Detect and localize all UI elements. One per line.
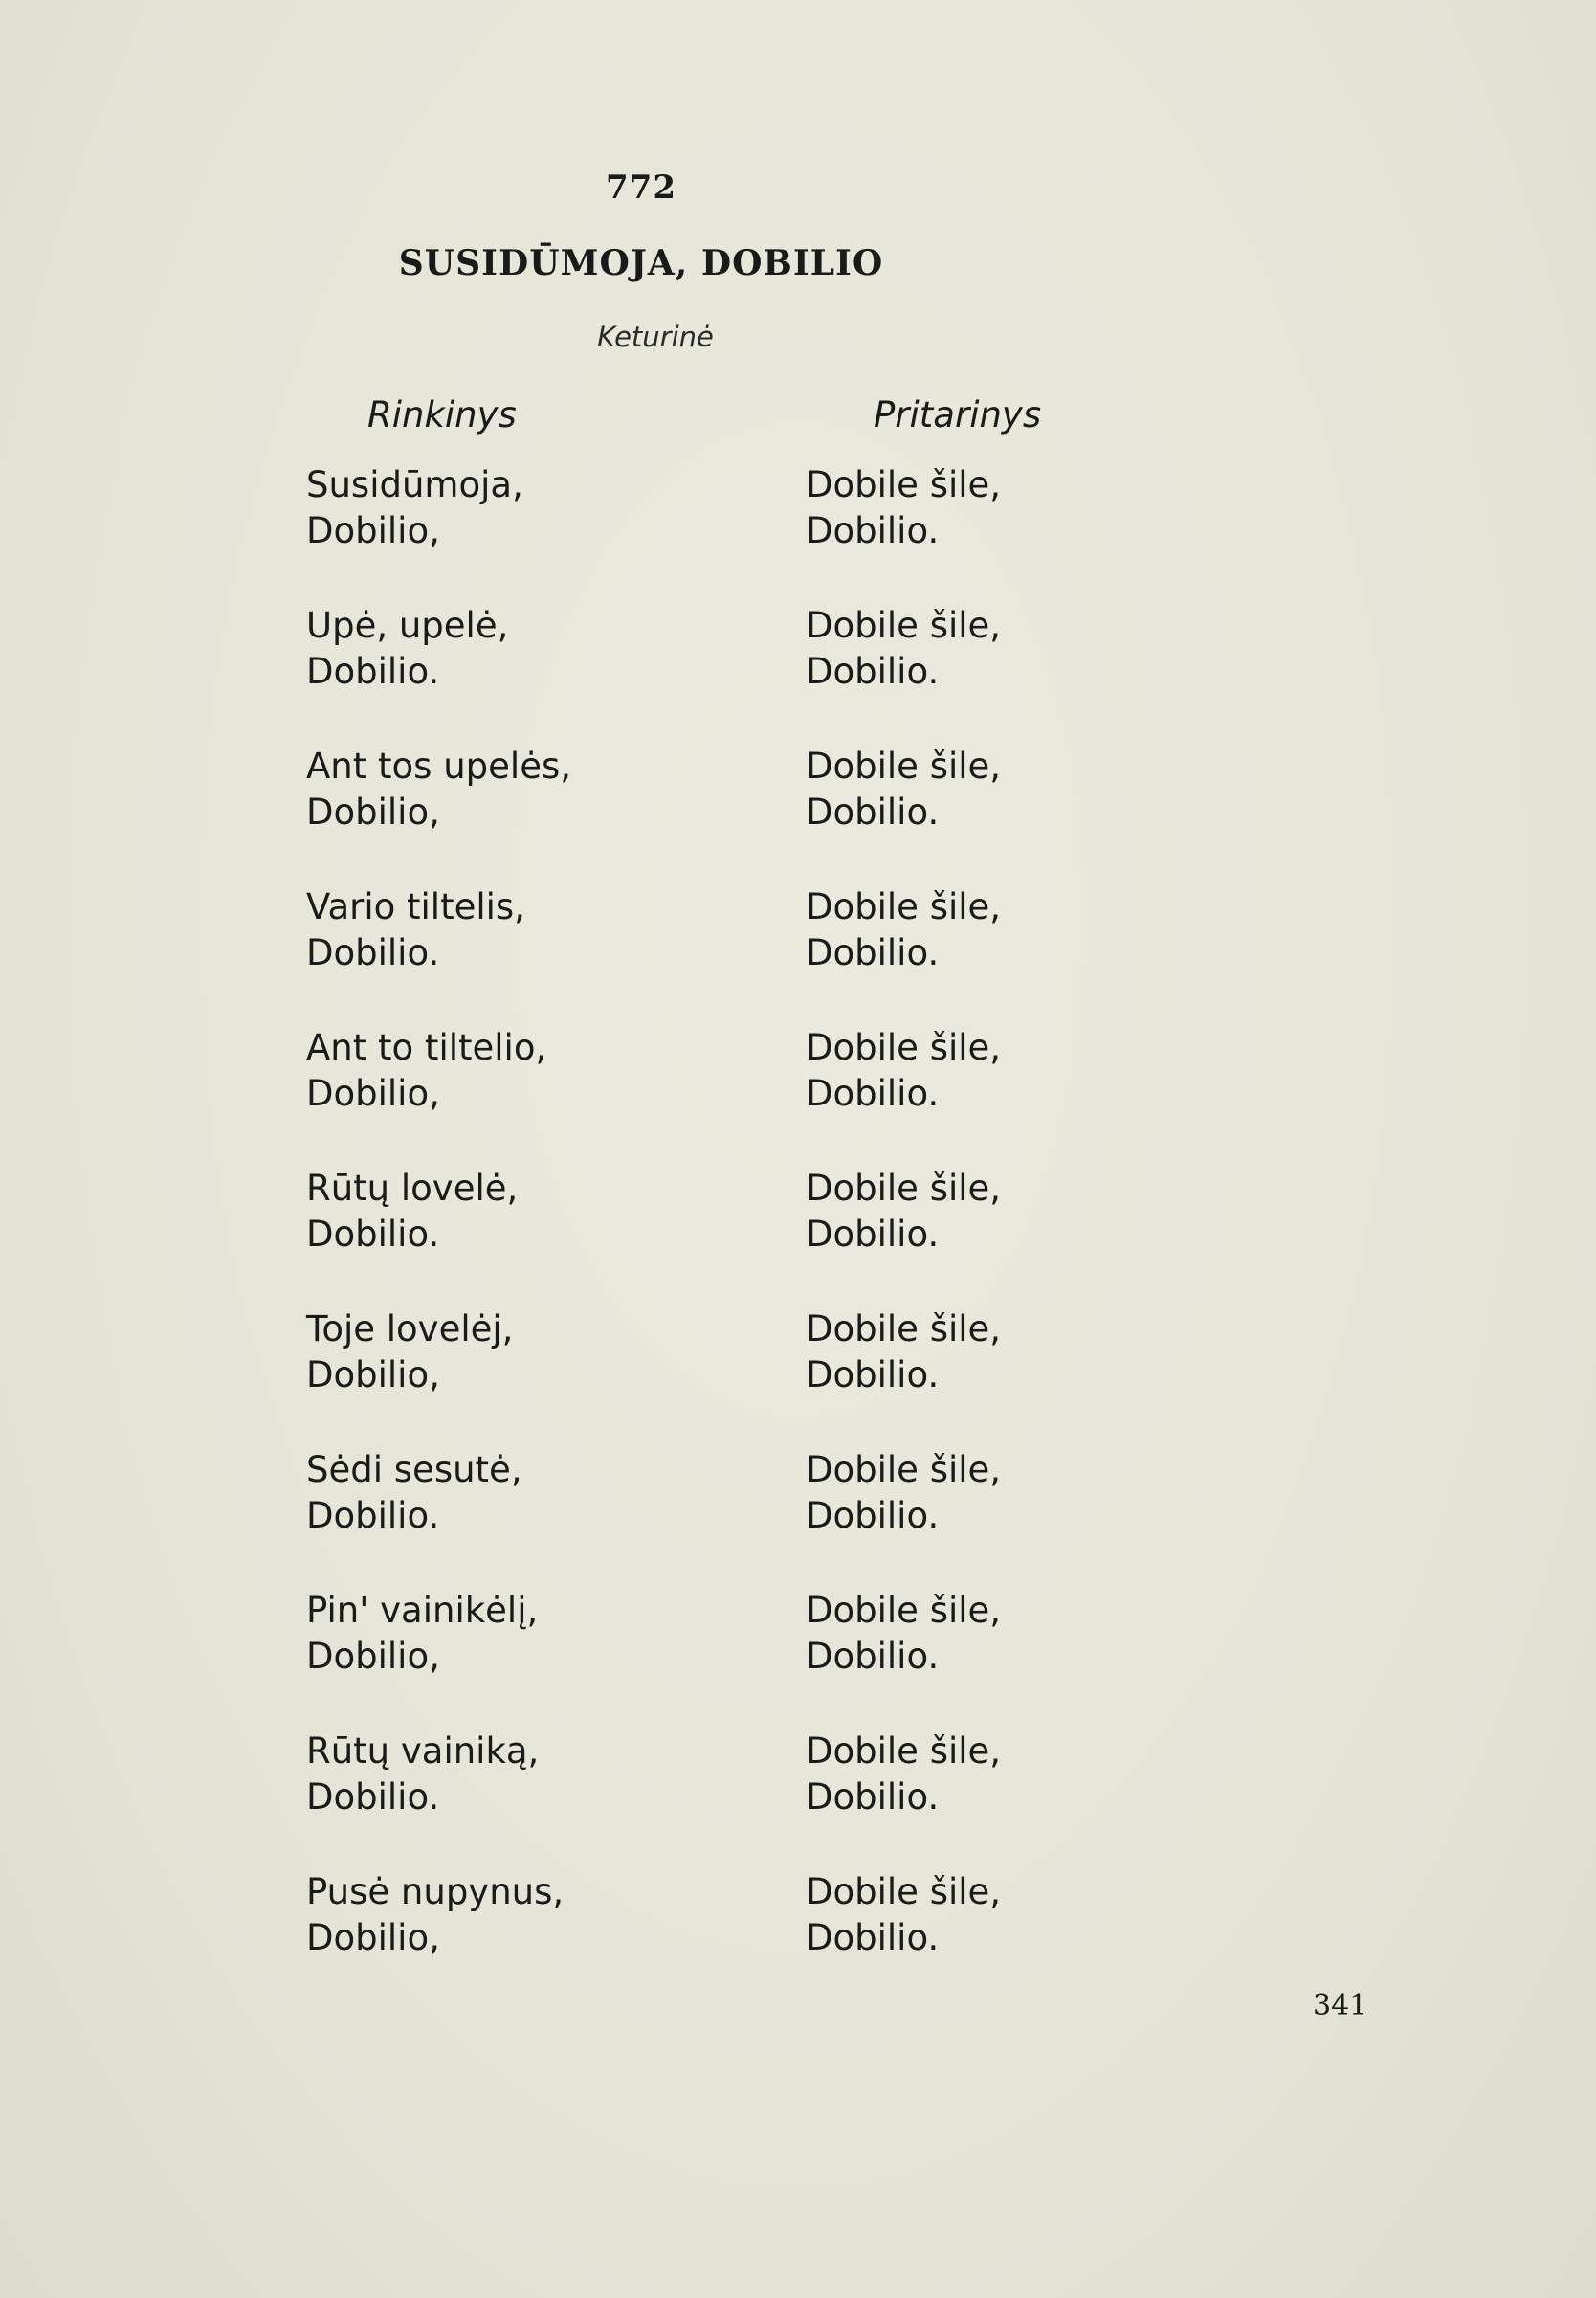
- verse-line: Susidūmoja,: [306, 464, 523, 505]
- stanza: [0, 1729, 1596, 1869]
- song-number: 772: [606, 168, 676, 207]
- refrain-line: Dobile šile,: [806, 1730, 1002, 1772]
- refrain-line: Dobile šile,: [806, 1590, 1002, 1631]
- refrain-line: Dobile šile,: [806, 1449, 1002, 1490]
- verse-line: Dobilio.: [306, 1214, 440, 1255]
- refrain-line: Dobilio.: [806, 1636, 940, 1677]
- verse-line: Ant tos upelės,: [306, 746, 571, 787]
- verse-line: Dobilio,: [306, 510, 440, 551]
- refrain-line: Dobilio.: [806, 1495, 940, 1536]
- refrain-column-heading: Pritarinys: [874, 394, 1042, 435]
- verse-line: Pin' vainikėlį,: [306, 1590, 539, 1631]
- refrain-line: Dobile šile,: [806, 1168, 1002, 1209]
- verse-line: Vario tiltelis,: [306, 886, 525, 927]
- verse-line: Pusė nupynus,: [306, 1871, 565, 1912]
- refrain-line: Dobile šile,: [806, 605, 1002, 646]
- verse-line: Dobilio.: [306, 1495, 440, 1536]
- refrain-line: Dobilio.: [806, 792, 940, 833]
- stanza: [0, 1166, 1596, 1306]
- stanza: [0, 1447, 1596, 1588]
- verse-line: Dobilio,: [306, 1073, 440, 1114]
- verse-line: Dobilio.: [306, 1776, 440, 1818]
- verse-column-heading: Rinkinys: [367, 394, 517, 435]
- refrain-line: Dobile šile,: [806, 1027, 1002, 1068]
- refrain-line: Dobilio.: [806, 1354, 940, 1395]
- verse-line: Rūtų vainiką,: [306, 1730, 540, 1772]
- verse-line: Dobilio,: [306, 1636, 440, 1677]
- verse-line: Dobilio.: [306, 651, 440, 692]
- refrain-line: Dobilio.: [806, 932, 940, 973]
- stanza: [0, 462, 1596, 603]
- stanza: [0, 603, 1596, 744]
- stanza: [0, 1306, 1596, 1447]
- refrain-line: Dobile šile,: [806, 1871, 1002, 1912]
- refrain-line: Dobilio.: [806, 1917, 940, 1958]
- refrain-line: Dobilio.: [806, 1214, 940, 1255]
- page-number: 341: [1313, 1989, 1368, 2022]
- verse-line: Sėdi sesutė,: [306, 1449, 522, 1490]
- song-title: SUSIDŪMOJA, DOBILIO: [398, 243, 884, 283]
- stanza: [0, 1588, 1596, 1729]
- verse-line: Dobilio,: [306, 1354, 440, 1395]
- verse-line: Toje lovelėj,: [306, 1308, 514, 1350]
- song-subtitle: Keturinė: [597, 321, 714, 353]
- stanza: [0, 884, 1596, 1025]
- verse-line: Dobilio,: [306, 1917, 440, 1958]
- stanza-list: [0, 462, 1596, 2010]
- stanza: [0, 744, 1596, 884]
- refrain-line: Dobile šile,: [806, 886, 1002, 927]
- refrain-line: Dobilio.: [806, 510, 940, 551]
- refrain-line: Dobilio.: [806, 651, 940, 692]
- refrain-line: Dobile šile,: [806, 1308, 1002, 1350]
- verse-line: Ant to tiltelio,: [306, 1027, 547, 1068]
- verse-line: Upė, upelė,: [306, 605, 509, 646]
- verse-line: Dobilio.: [306, 932, 440, 973]
- stanza: [0, 1025, 1596, 1166]
- refrain-line: Dobilio.: [806, 1776, 940, 1818]
- refrain-line: Dobile šile,: [806, 464, 1002, 505]
- refrain-line: Dobile šile,: [806, 746, 1002, 787]
- refrain-line: Dobilio.: [806, 1073, 940, 1114]
- verse-line: Dobilio,: [306, 792, 440, 833]
- verse-line: Rūtų lovelė,: [306, 1168, 519, 1209]
